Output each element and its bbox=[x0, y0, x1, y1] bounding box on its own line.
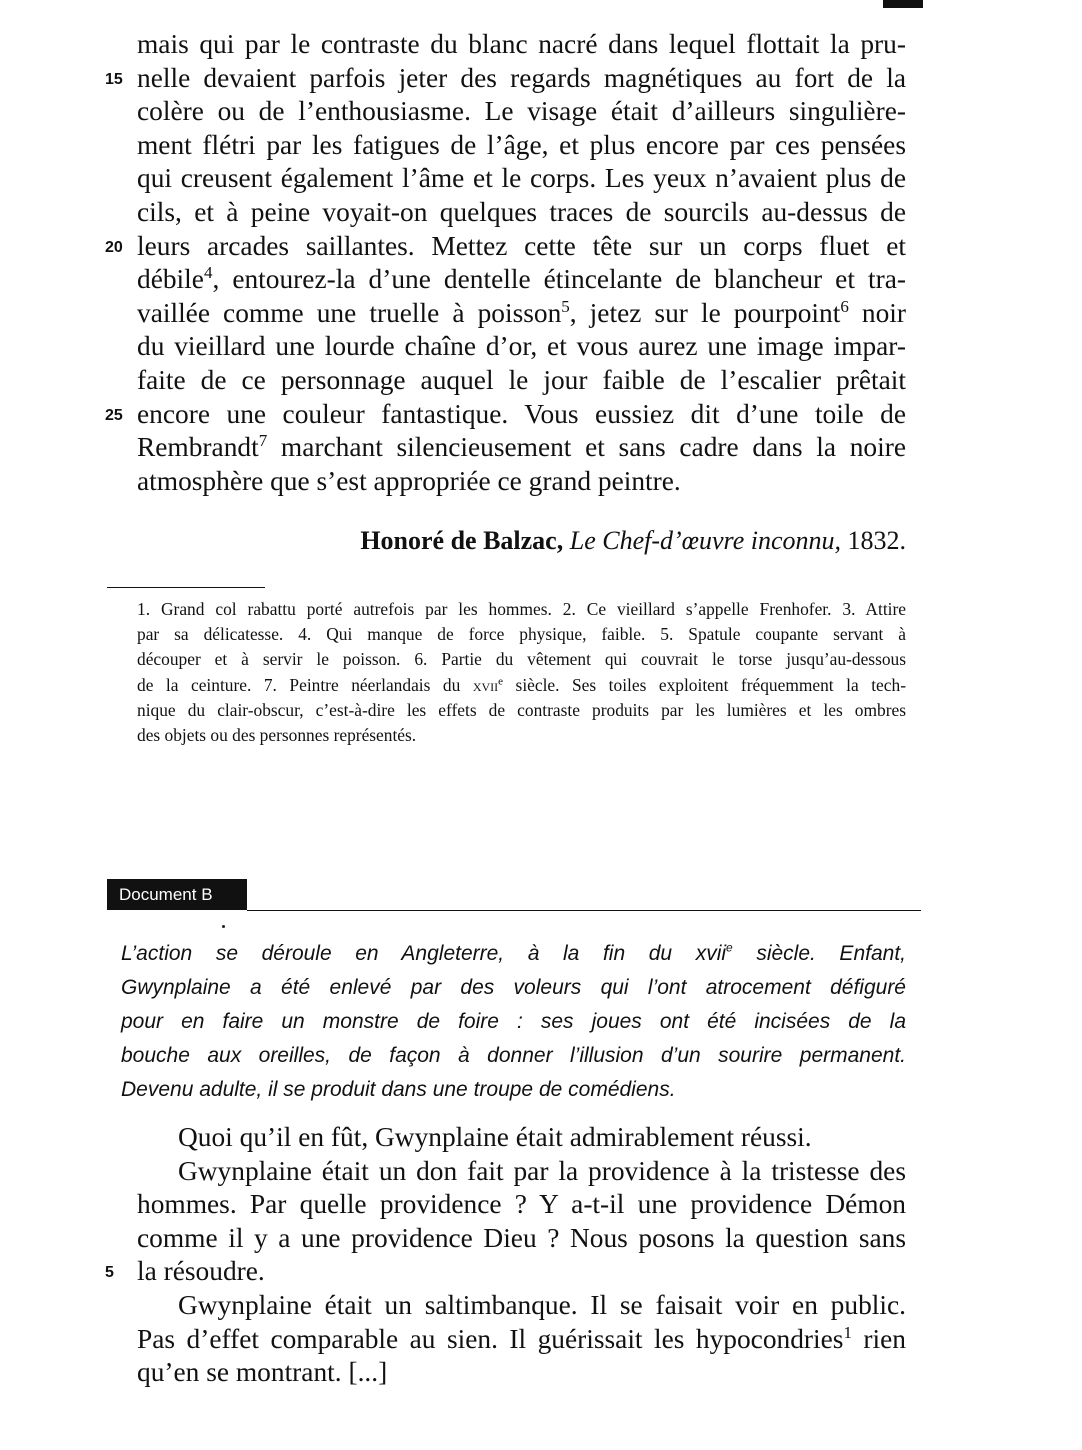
document-b-excerpt bbox=[105, 1121, 906, 1390]
text-run: qui creusent également l’âme et le corps. Les yeux n’avaient plus de bbox=[137, 163, 906, 194]
text-run: rien bbox=[851, 1323, 906, 1354]
text-line bbox=[137, 196, 906, 230]
text-line bbox=[121, 937, 906, 971]
text-line bbox=[137, 263, 906, 297]
text-line bbox=[137, 297, 906, 331]
text-run: ment flétri par les fatigues de l’âge, et plus encore par ces pensées bbox=[137, 129, 906, 160]
text-run: bouche aux oreilles, de façon à donner l’illusion d’un sourire permanent. bbox=[121, 1044, 906, 1067]
text-line bbox=[137, 129, 906, 163]
text-run: vaillée comme une truelle à poisson bbox=[137, 297, 562, 328]
text-run: Devenu adulte, il se produit dans une troupe de comédiens. bbox=[121, 1078, 676, 1101]
text-run: marchant silencieusement et sans cadre dans la noire bbox=[267, 432, 906, 463]
text-run: mais qui par le contraste du blanc nacré dans lequel flottait la pru- bbox=[137, 29, 906, 59]
text-run: de la ceinture. 7. Peintre néerlandais du bbox=[137, 674, 473, 695]
text-run: , jetez sur le pourpoint bbox=[569, 297, 841, 328]
text-line bbox=[121, 1039, 906, 1073]
text-run: Gwynplaine a été enlevé par des voleurs qui l’ont atrocement défiguré bbox=[121, 976, 906, 999]
footnote-ref: 4 bbox=[203, 262, 213, 282]
text-run: Gwynplaine était un don fait par la providence à la tristesse des bbox=[178, 1155, 906, 1186]
text-line bbox=[121, 971, 906, 1005]
citation-title: Le Chef-d’œuvre inconnu, bbox=[569, 526, 841, 555]
text-line bbox=[137, 1222, 906, 1256]
text-run: par sa délicatesse. 4. Qui manque de force physique, faible. 5. Spatule coupante servant à bbox=[137, 624, 906, 645]
text-line bbox=[137, 597, 906, 622]
text-line bbox=[137, 28, 906, 62]
text-run: noir bbox=[848, 297, 906, 328]
text-run: Pas d’effet comparable au sien. Il guérissait les hypocondries bbox=[137, 1323, 844, 1354]
text-line bbox=[137, 1188, 906, 1222]
footnote-ref: 1 bbox=[843, 1322, 852, 1342]
text-run: hommes. Par quelle providence ? Y a-t-il une providence Démon bbox=[137, 1189, 906, 1220]
text-run: leurs arcades saillantes. Mettez cette tête sur un corps fluet et bbox=[137, 230, 906, 261]
text-line bbox=[137, 1121, 906, 1155]
text-run: xvii bbox=[695, 942, 727, 965]
text-line bbox=[137, 622, 906, 647]
text-line bbox=[137, 330, 906, 364]
footnote-ref: 7 bbox=[258, 430, 268, 450]
footnotes bbox=[137, 597, 906, 748]
document-b-intro bbox=[121, 937, 906, 1107]
text-line bbox=[105, 230, 906, 264]
text-line bbox=[105, 1255, 906, 1289]
text-run: découper et à servir le poisson. 6. Partie du vêtement qui couvrait le torse jusqu’au-dessous bbox=[137, 649, 906, 670]
text-run: , entourez-la d’une dentelle étincelante de blancheur et tra- bbox=[212, 264, 906, 295]
citation-author: Honoré de Balzac, bbox=[360, 526, 564, 555]
text-run: du vieillard une lourde chaîne d’or, et vous aurez une image impar- bbox=[137, 331, 906, 362]
line-number: 5 bbox=[105, 1264, 114, 1282]
text-line bbox=[137, 1356, 906, 1390]
page-corner-tab bbox=[883, 0, 923, 8]
line-number: 15 bbox=[105, 70, 123, 88]
text-run: cils, et à peine voyait-on quelques traces de sourcils au-dessus de bbox=[137, 196, 906, 227]
text-line bbox=[105, 62, 906, 96]
text-run: 1. Grand col rabattu porté autrefois par les hommes. 2. Ce vieillard s’appelle Frenhofer. 3. Attire bbox=[137, 599, 906, 619]
text-line bbox=[105, 398, 906, 432]
footnote-ref: e bbox=[726, 940, 733, 955]
stray-dot bbox=[222, 925, 225, 928]
text-run: qu’en se montrant. [...] bbox=[137, 1357, 388, 1388]
citation-year: 1832. bbox=[847, 526, 906, 555]
text-line bbox=[137, 647, 906, 672]
text-line bbox=[137, 698, 906, 723]
text-run: comme il y a une providence Dieu ? Nous posons la question sans bbox=[137, 1222, 906, 1253]
line-number: 20 bbox=[105, 238, 123, 256]
document-b-label: Document B bbox=[107, 879, 247, 910]
text-run: Gwynplaine était un saltimbanque. Il se faisait voir en public. bbox=[178, 1289, 906, 1320]
text-run: la résoudre. bbox=[137, 1256, 265, 1287]
footnote-ref: 6 bbox=[840, 296, 849, 316]
text-line bbox=[137, 162, 906, 196]
century-numeral: xvii bbox=[472, 674, 499, 695]
text-run: atmosphère que s’est appropriée ce grand peintre. bbox=[137, 465, 681, 496]
text-run: faite de ce personnage auquel le jour faible de l’escalier prêtait bbox=[137, 364, 906, 395]
text-run: Quoi qu’il en fût, Gwynplaine était admirablement réussi. bbox=[178, 1122, 812, 1152]
text-line bbox=[137, 95, 906, 129]
text-line bbox=[137, 1289, 906, 1323]
text-run: colère ou de l’enthousiasme. Le visage était d’ailleurs singulière- bbox=[137, 96, 906, 127]
footnote-ref: e bbox=[498, 674, 504, 687]
text-run: siècle. Enfant, bbox=[732, 942, 906, 965]
document-b-rule bbox=[247, 910, 921, 911]
text-run: pour en faire un monstre de foire : ses joues ont été incisées de la bbox=[121, 1010, 906, 1033]
text-line bbox=[121, 1073, 906, 1107]
text-line bbox=[137, 1323, 906, 1357]
text-run: L’action se déroule en Angleterre, à la fin du bbox=[121, 942, 696, 965]
text-run: nelle devaient parfois jeter des regards magnétiques au fort de la bbox=[137, 62, 906, 93]
text-line bbox=[137, 364, 906, 398]
document-a-excerpt bbox=[105, 28, 906, 498]
text-run: encore une couleur fantastique. Vous eussiez dit d’une toile de bbox=[137, 398, 906, 429]
text-run: Rembrandt bbox=[137, 432, 259, 463]
text-line bbox=[137, 673, 906, 698]
text-run: débile bbox=[137, 264, 204, 295]
footnote-rule bbox=[107, 587, 265, 588]
text-run: des objets ou des personnes représentés. bbox=[137, 724, 417, 745]
text-line bbox=[137, 1155, 906, 1189]
source-citation bbox=[137, 525, 906, 557]
text-run: nique du clair-obscur, c’est-à-dire les effets de contraste produits par les lumières et les ombres bbox=[137, 699, 906, 720]
text-run: siècle. Ses toiles exploitent fréquemment la tech- bbox=[503, 674, 906, 695]
text-line bbox=[137, 431, 906, 465]
footnote-ref: 5 bbox=[561, 296, 570, 316]
text-line bbox=[137, 465, 906, 499]
text-line bbox=[137, 723, 906, 748]
text-line bbox=[121, 1005, 906, 1039]
line-number: 25 bbox=[105, 406, 123, 424]
